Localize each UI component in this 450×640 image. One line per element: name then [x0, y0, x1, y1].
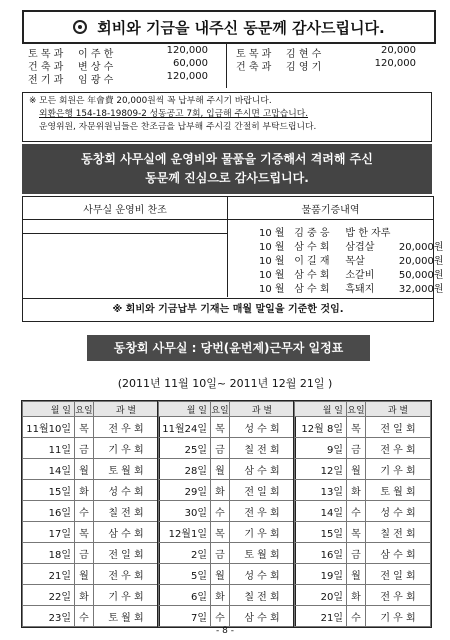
- donor-row: [236, 45, 416, 58]
- duty-date: 6일: [159, 585, 211, 606]
- duty-schedule-col2: [157, 400, 296, 628]
- duty-date: 2일: [159, 543, 211, 564]
- banner-line: 동창회 사무실에 운영비와 물품을 기증해서 격려해 주신: [81, 152, 373, 166]
- duty-date: 21일: [23, 564, 75, 585]
- duty-day: 금: [347, 438, 366, 459]
- duty-row: [159, 438, 295, 459]
- duty-day: 목: [347, 417, 366, 438]
- duty-row: [295, 522, 431, 543]
- donation-amount: 32,000원: [398, 284, 444, 295]
- duty-date: 11월24일: [159, 417, 211, 438]
- duty-row: [23, 438, 159, 459]
- donor-list-left: [28, 45, 208, 84]
- donation-donor: 삼 수 회: [294, 284, 330, 295]
- duty-day: 월: [75, 459, 94, 480]
- header-group: 과 별: [366, 402, 431, 417]
- banner-line: 동문께 진심으로 감사드립니다.: [145, 171, 309, 185]
- duty-day: 수: [347, 606, 366, 627]
- duty-day: 화: [211, 480, 230, 501]
- donor-divider: [226, 42, 227, 88]
- duty-row: [23, 501, 159, 522]
- column-divider: [227, 197, 228, 297]
- donor-list: [22, 42, 432, 88]
- operating-fund-row: [23, 219, 227, 234]
- donor-amount: 60,000: [173, 58, 208, 69]
- duty-row: [159, 417, 295, 438]
- duty-group: 전 일 회: [366, 417, 431, 438]
- duty-day: 화: [75, 480, 94, 501]
- duty-date: 20일: [295, 585, 347, 606]
- duty-row: [23, 480, 159, 501]
- bank-account-line: 외환은행 154-18-19809-2 성동공고 7회, 입금해 주시면 고맙습니다.: [39, 109, 309, 119]
- duty-date: 19일: [295, 564, 347, 585]
- office-support-footnote: ※ 회비와 기금납부 기재는 매월 말일을 기준한 것임.: [23, 298, 433, 321]
- donor-list-right: [236, 45, 416, 71]
- duty-group: 전 일 회: [366, 564, 431, 585]
- duty-group: 전 일 회: [230, 480, 295, 501]
- duty-group: 토 월 회: [94, 459, 159, 480]
- duty-table: [158, 401, 295, 627]
- donor-name: 김 영 기: [286, 62, 322, 73]
- duty-group: 칠 전 회: [230, 438, 295, 459]
- duty-day: 목: [347, 522, 366, 543]
- duty-date: 25일: [159, 438, 211, 459]
- thanks-title: 회비와 기금을 내주신 동문께 감사드립니다.: [97, 18, 385, 37]
- duty-schedule-title: 동창회 사무실 : 당번(윤번제)근무자 일정표: [87, 335, 370, 361]
- duty-row: [23, 585, 159, 606]
- duty-date: 11월10일: [23, 417, 75, 438]
- duty-day: 금: [347, 543, 366, 564]
- duty-day: 월: [211, 564, 230, 585]
- duty-row: [295, 480, 431, 501]
- duty-date: 29일: [159, 480, 211, 501]
- donation-donor: 이 길 재: [294, 256, 330, 267]
- duty-date: 15일: [23, 480, 75, 501]
- donor-name: 이 주 한: [78, 49, 114, 60]
- duty-day: 화: [347, 480, 366, 501]
- donation-month: 10 월: [259, 242, 285, 253]
- duty-row: [159, 459, 295, 480]
- duty-table-header: [159, 402, 295, 417]
- duty-day: 목: [75, 417, 94, 438]
- donor-name: 변 상 수: [78, 62, 114, 73]
- header-group: 과 별: [230, 402, 295, 417]
- duty-group: 전 우 회: [94, 564, 159, 585]
- duty-row: [295, 417, 431, 438]
- duty-group: 전 우 회: [366, 585, 431, 606]
- duty-day: 금: [211, 543, 230, 564]
- duty-schedule-col3: [293, 400, 432, 628]
- duty-date: 12월1일: [159, 522, 211, 543]
- duty-group: 전 우 회: [366, 438, 431, 459]
- donor-row: [28, 58, 208, 71]
- duty-group: 토 월 회: [94, 606, 159, 627]
- duty-day: 목: [75, 522, 94, 543]
- donation-amount: 50,000원: [398, 270, 444, 281]
- duty-row: [295, 564, 431, 585]
- duty-group: 기 우 회: [94, 585, 159, 606]
- donor-dept: 토 목 과: [28, 49, 64, 60]
- header-day: 요일: [75, 402, 94, 417]
- duty-table-header: [295, 402, 431, 417]
- duty-group: 기 우 회: [366, 459, 431, 480]
- duty-row: [295, 438, 431, 459]
- duty-group: 토 월 회: [230, 543, 295, 564]
- donor-amount: 120,000: [166, 71, 208, 82]
- office-support-header: [23, 197, 433, 220]
- donation-item: [259, 252, 444, 266]
- duty-day: 금: [75, 543, 94, 564]
- duty-group: 삼 수 회: [366, 543, 431, 564]
- donation-amount: 20,000원: [398, 256, 444, 267]
- duty-row: [159, 543, 295, 564]
- goods-donation-header: 물품기증내역: [301, 205, 360, 216]
- duty-date: 23일: [23, 606, 75, 627]
- duty-day: 수: [211, 501, 230, 522]
- duty-day: 화: [347, 585, 366, 606]
- note-line: 운영위원, 자문위원님들은 찬조금을 납부해 주시길 간절히 부탁드립니다.: [39, 122, 317, 132]
- duty-day: 월: [75, 564, 94, 585]
- donation-goods: 삼겹살: [345, 242, 375, 253]
- duty-row: [295, 606, 431, 627]
- duty-day: 수: [211, 606, 230, 627]
- duty-row: [159, 522, 295, 543]
- duty-group: 성 수 회: [366, 501, 431, 522]
- duty-day: 목: [211, 417, 230, 438]
- membership-notes: [22, 92, 432, 142]
- page-number: - 8 -: [216, 626, 234, 636]
- duty-row: [23, 417, 159, 438]
- duty-date: 12일: [295, 459, 347, 480]
- duty-table: [22, 401, 159, 627]
- duty-row: [23, 522, 159, 543]
- duty-group: 전 일 회: [94, 543, 159, 564]
- header-date: 월 일: [295, 402, 347, 417]
- donation-item: [259, 224, 444, 238]
- duty-group: 칠 전 회: [366, 522, 431, 543]
- duty-row: [23, 459, 159, 480]
- duty-row: [23, 606, 159, 627]
- duty-day: 금: [75, 438, 94, 459]
- donation-goods: 소갈비: [345, 270, 375, 281]
- duty-group: 기 우 회: [230, 522, 295, 543]
- duty-day: 월: [347, 564, 366, 585]
- header-date: 월 일: [23, 402, 75, 417]
- duty-date: 18일: [23, 543, 75, 564]
- duty-day: 월: [347, 459, 366, 480]
- duty-date: 16일: [295, 543, 347, 564]
- duty-row: [23, 543, 159, 564]
- duty-date: 21일: [295, 606, 347, 627]
- duty-group: 칠 전 회: [94, 501, 159, 522]
- header-date: 월 일: [159, 402, 211, 417]
- duty-group: 삼 수 회: [230, 459, 295, 480]
- donor-name: 임 광 수: [78, 75, 114, 86]
- note-line: ※ 모든 회원은 年會費 20,000원씩 꼭 납부해 주시기 바랍니다.: [29, 96, 272, 106]
- duty-row: [295, 459, 431, 480]
- duty-group: 성 수 회: [230, 417, 295, 438]
- header-day: 요일: [211, 402, 230, 417]
- duty-group: 토 월 회: [366, 480, 431, 501]
- duty-day: 목: [211, 522, 230, 543]
- duty-date: 14일: [295, 501, 347, 522]
- duty-row: [23, 564, 159, 585]
- duty-row: [295, 501, 431, 522]
- duty-group: 삼 수 회: [94, 522, 159, 543]
- header-day: 요일: [347, 402, 366, 417]
- donor-name: 김 현 수: [286, 49, 322, 60]
- donor-row: [28, 45, 208, 58]
- duty-date: 28일: [159, 459, 211, 480]
- donor-amount: 20,000: [381, 45, 416, 56]
- duty-date: 5일: [159, 564, 211, 585]
- duty-date: 15일: [295, 522, 347, 543]
- duty-row: [159, 501, 295, 522]
- donor-row: [236, 58, 416, 71]
- duty-date: 7일: [159, 606, 211, 627]
- duty-row: [159, 480, 295, 501]
- duty-group: 성 수 회: [94, 480, 159, 501]
- duty-schedule-period: (2011년 11월 10일~ 2011년 12월 21일 ): [117, 377, 333, 390]
- donation-month: 10 월: [259, 270, 285, 281]
- duty-group: 삼 수 회: [230, 606, 295, 627]
- duty-date: 9일: [295, 438, 347, 459]
- office-support-table: [22, 196, 444, 322]
- duty-date: 14일: [23, 459, 75, 480]
- duty-date: 12월 8일: [295, 417, 347, 438]
- donor-dept: 건 축 과: [236, 62, 272, 73]
- duty-group: 기 우 회: [366, 606, 431, 627]
- gratitude-banner: [22, 144, 432, 194]
- duty-day: 화: [211, 585, 230, 606]
- target-circle-icon: [73, 20, 87, 34]
- donation-month: 10 월: [259, 256, 285, 267]
- donation-month: 10 월: [259, 228, 285, 239]
- donor-amount: 120,000: [374, 58, 416, 69]
- donation-donor: 삼 수 회: [294, 242, 330, 253]
- duty-date: 30일: [159, 501, 211, 522]
- duty-date: 22일: [23, 585, 75, 606]
- duty-date: 17일: [23, 522, 75, 543]
- donor-row: [28, 71, 208, 84]
- duty-table-header: [23, 402, 159, 417]
- duty-group: 전 우 회: [94, 417, 159, 438]
- duty-date: 13일: [295, 480, 347, 501]
- donor-dept: 건 축 과: [28, 62, 64, 73]
- duty-row: [159, 606, 295, 627]
- donation-item: [259, 266, 444, 280]
- duty-day: 월: [211, 459, 230, 480]
- operating-fund-header: 사무실 운영비 찬조: [83, 205, 167, 216]
- duty-group: 기 우 회: [94, 438, 159, 459]
- donation-item: [259, 238, 444, 252]
- donation-item: [259, 280, 444, 294]
- donor-dept: 전 기 과: [28, 75, 64, 86]
- donation-donor: 김 중 응: [294, 228, 330, 239]
- header-group: 과 별: [94, 402, 159, 417]
- duty-group: 칠 전 회: [230, 585, 295, 606]
- donation-goods: 밥 한 자루: [345, 228, 391, 239]
- donation-goods: 목살: [345, 256, 365, 267]
- duty-group: 성 수 회: [230, 564, 295, 585]
- goods-donation-list: [259, 224, 444, 294]
- donation-donor: 삼 수 회: [294, 270, 330, 281]
- donor-dept: 토 목 과: [236, 49, 272, 60]
- donation-month: 10 월: [259, 284, 285, 295]
- duty-schedule-col1: [21, 400, 160, 628]
- duty-day: 금: [211, 438, 230, 459]
- duty-row: [295, 543, 431, 564]
- duty-date: 11일: [23, 438, 75, 459]
- duty-day: 수: [347, 501, 366, 522]
- duty-day: 화: [75, 585, 94, 606]
- duty-day: 수: [75, 501, 94, 522]
- duty-table: [294, 401, 431, 627]
- donor-amount: 120,000: [166, 45, 208, 56]
- duty-row: [159, 564, 295, 585]
- duty-date: 16일: [23, 501, 75, 522]
- duty-day: 수: [75, 606, 94, 627]
- duty-row: [295, 585, 431, 606]
- donation-goods: 흑돼지: [345, 284, 375, 295]
- duty-group: 전 우 회: [230, 501, 295, 522]
- donation-amount: 20,000원: [398, 242, 444, 253]
- thanks-title-box: [22, 10, 436, 44]
- duty-row: [159, 585, 295, 606]
